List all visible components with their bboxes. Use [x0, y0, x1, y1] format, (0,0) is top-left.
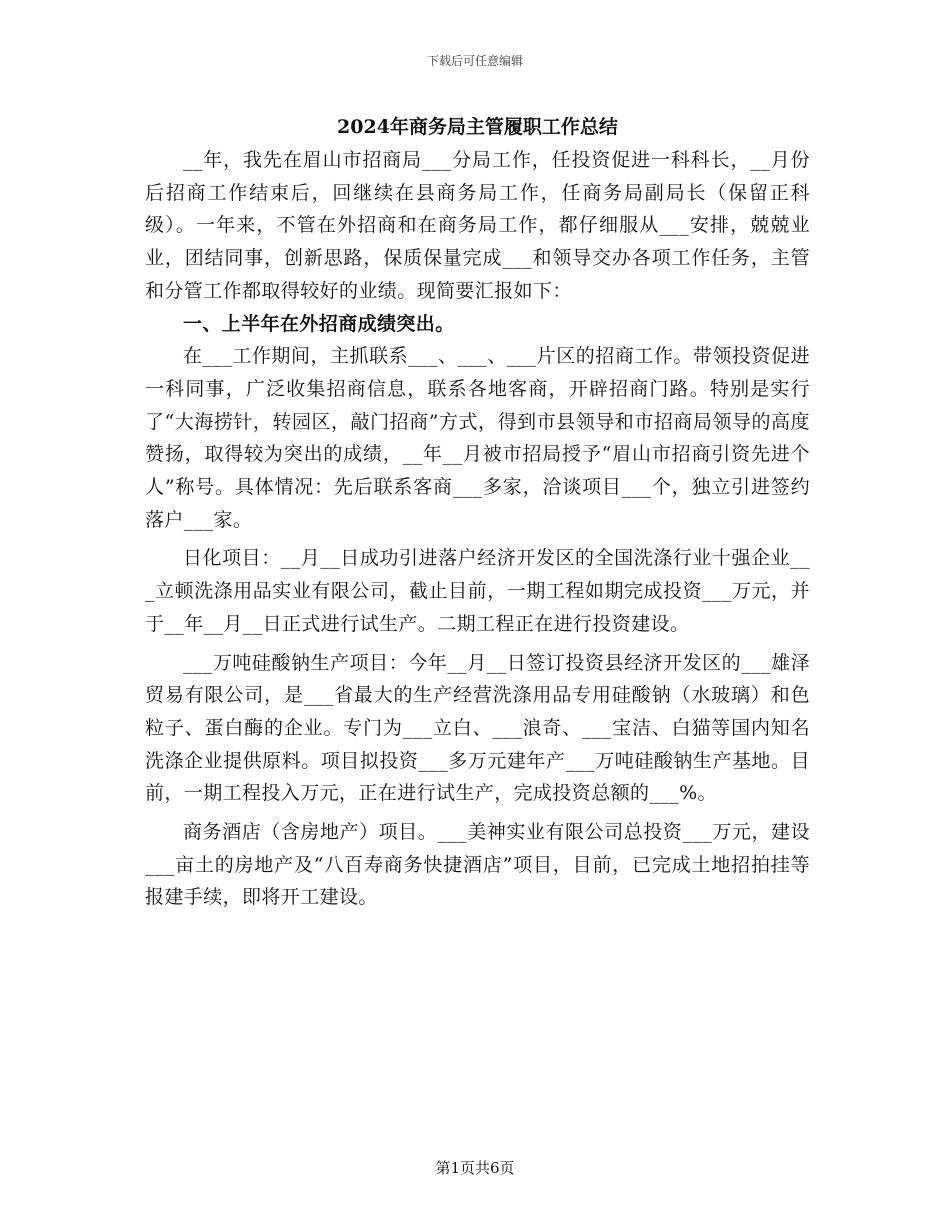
page-header-note: 下载后可任意编辑 [426, 54, 523, 68]
investment-paragraph: 在___工作期间，主抓联系___、___、___片区的招商工作。带领投资促进一科同事，广泛收集招商信息，联系各地客商，开辟招商门路。特别是实行了“大海捞针，转园区，敲门招商”方式，得到市县领导和市招商局领导的高度赞扬，取得较为突出的成绩，__年__月被市招局授予“眉山市招商引资先进个人”称号。具体情况：先后联系客商___多家，洽谈项目___个，独立引进签约落户___家。 [145, 345, 810, 531]
intro-paragraph: __年，我先在眉山市招商局___分局工作，任投资促进一科科长，__月份后招商工作结束后，回继续在县商务局工作，任商务局副局长（保留正科级）。一年来，不管在外招商和在商务局工作，都仔细服从___安排，兢兢业业，团结同事，创新思路，保质保量完成___和领导交办各项工作任务，主管和分管工作都取得较好的业绩。现简要汇报如下： [145, 149, 810, 302]
document-title: 2024年商务局主管履职工作总结 [337, 116, 618, 138]
hotel-project-paragraph: 商务酒店（含房地产）项目。___美神实业有限公司总投资___万元，建设___亩土的房地产及“八百寿商务快捷酒店”项目，目前，已完成土地招拍挂等报建手续，即将开工建设。 [145, 821, 810, 909]
document-body [145, 112, 810, 914]
section-heading: 一、上半年在外招商成绩突出。 [183, 312, 455, 335]
page-number: 第1页共6页 [435, 1159, 515, 1177]
silicate-project-paragraph: ___万吨硅酸钠生产项目：今年__月__日签订投资县经济开发区的___雄泽贸易有限公司，是___省最大的生产经营洗涤用品专用硅酸钠（水玻璃）和色粒子、蛋白酶的企业。专门为___立白、___浪奇、___宝洁、白猫等国内知名洗涤企业提供原料。项目拟投资___多万元建年产___万吨硅酸钠生产基地。目前，一期工程投入万元，正在进行试生产，完成投资总额的___%。 [145, 651, 810, 805]
chemical-project-paragraph: 日化项目：__月__日成功引进落户经济开发区的全国洗涤行业十强企业___立顿洗涤用品实业有限公司，截止目前，一期工程如期完成投资___万元，并于__年__月__日正式进行试生产。二期工程正在进行投资建设。 [145, 547, 810, 635]
